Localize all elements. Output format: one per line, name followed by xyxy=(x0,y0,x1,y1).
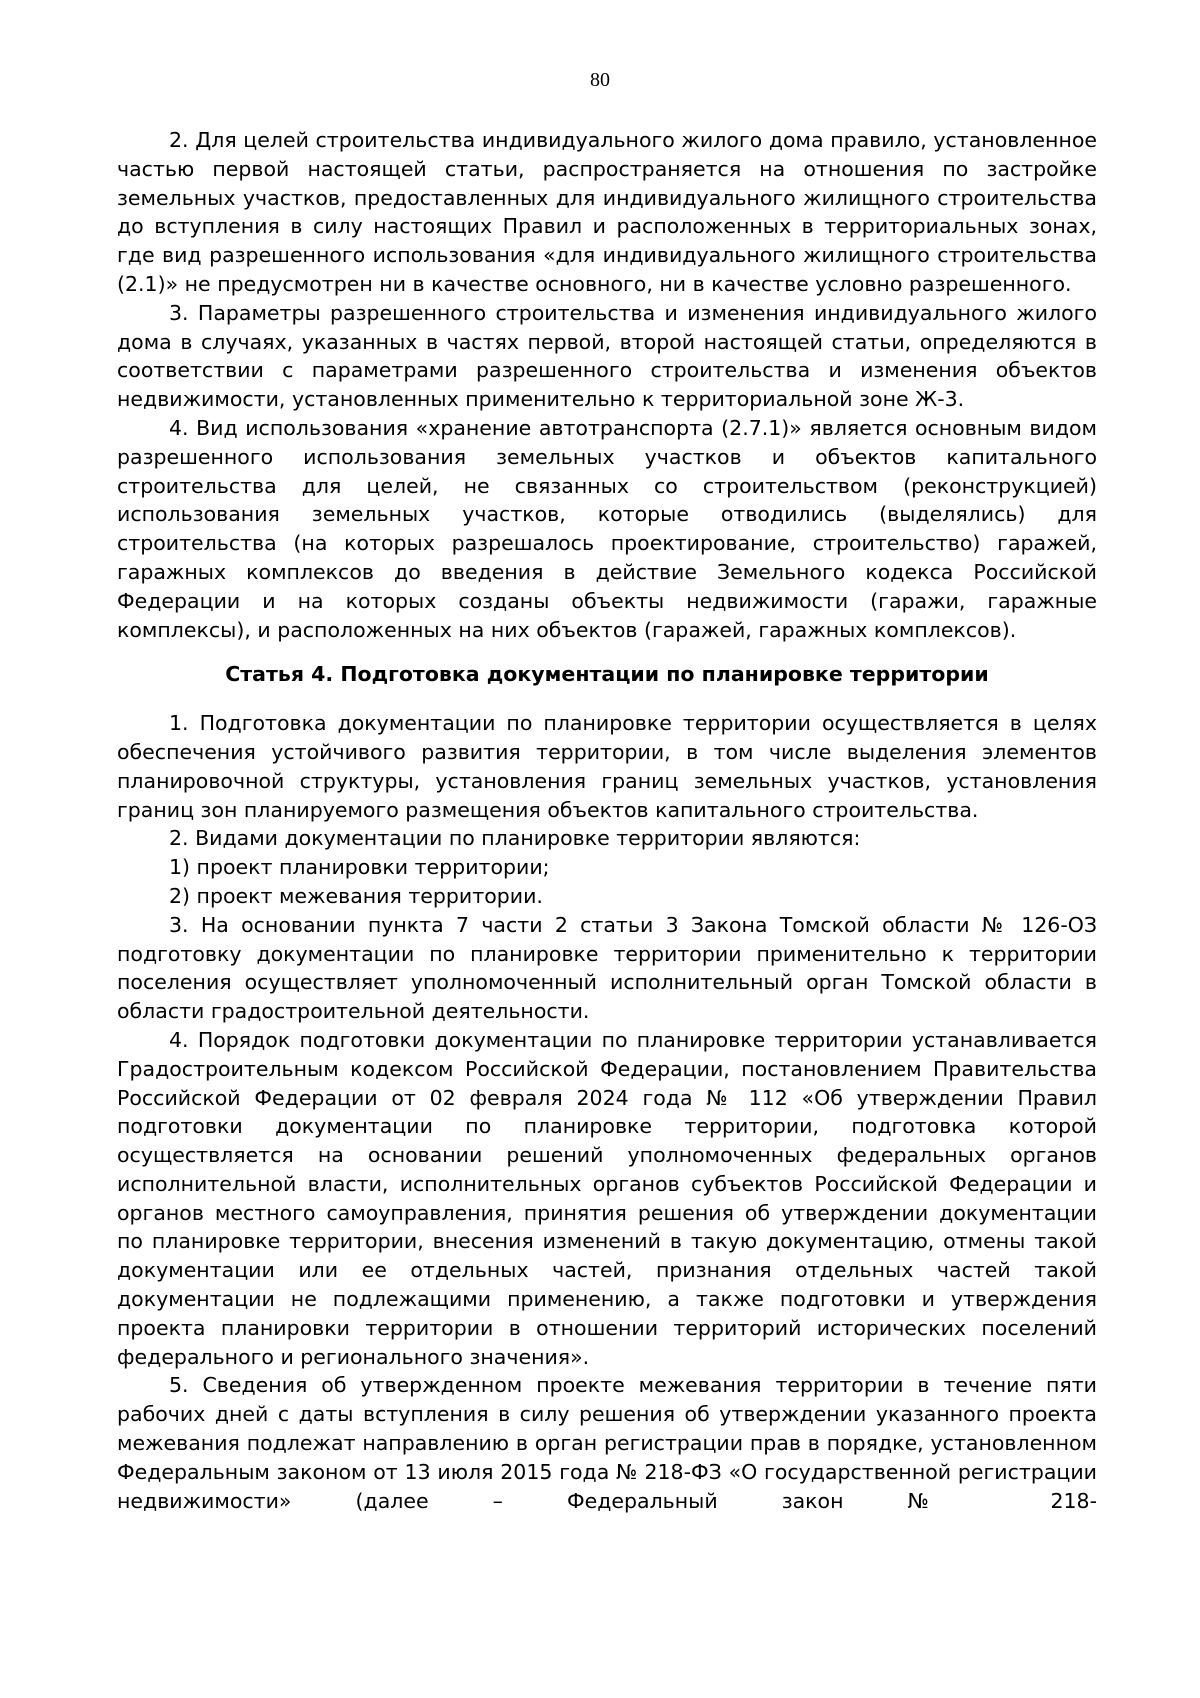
page-number: 80 xyxy=(590,69,610,91)
document-body xyxy=(117,126,1097,1515)
paragraph-4-vehicle-storage: 4. Вид использования «хранение автотранспорта (2.7.1)» является основным видом разрешенного использования земельных участков и объектов капитального строительства для целей, не связанных со строительством (реконструкцией) использования земельных участков, которые отводились (выделялись) для строительства (на которых разрешалось проектирование, строительство) гаражей, гаражных комплексов до введения в действие Земельного кодекса Российской Федерации и на которых созданы объекты недвижимости (гаражи, гаражные комплексы), и расположенных на них объектов (гаражей, гаражных комплексов). xyxy=(117,415,1097,642)
paragraph-2-individual-housing: 2. Для целей строительства индивидуального жилого дома правило, установленное частью первой настоящей статьи, распространяется на отношения по застройке земельных участков, предоставленных для индивидуального жилищного строительства до вступления в силу настоящих Правил и расположенных в территориальных зонах, где вид разрешенного использования «для индивидуального жилищного строительства (2.1)» не предусмотрен ни в качестве основного, ни в качестве условно разрешенного. xyxy=(117,128,1097,296)
article-4-list-item-2: 2) проект межевания территории. xyxy=(169,883,543,908)
article-4-paragraph-2: 2. Видами документации по планировке территории являются: xyxy=(169,826,861,851)
article-4-paragraph-4: 4. Порядок подготовки документации по планировке территории устанавливается Градостроительным кодексом Российской Федерации, постановлением Правительства Российской Федерации от 02 февраля 2024 года № 112 «Об утверждении Правил подготовки документации по планировке территории, подготовка которой осуществляется на основании решений уполномоченных федеральных органов исполнительной власти, исполнительных органов субъектов Российской Федерации и органов местного самоуправления, принятия решения об утверждении документации по планировке территории, внесения изменений в такую документацию, отмены такой документации или ее отдельных частей, признания отдельных частей такой документации не подлежащими применению, а также подготовки и утверждения проекта планировки территории в отношении территорий исторических поселений федерального и регионального значения». xyxy=(117,1027,1097,1369)
article-4-paragraph-3: 3. На основании пункта 7 части 2 статьи 3 Закона Томской области № 126-ОЗ подготовку документации по планировке территории применительно к территории поселения осуществляет уполномоченный исполнительный орган Томской области в области градостроительной деятельности. xyxy=(117,912,1097,1024)
article-4-paragraph-5: 5. Сведения об утвержденном проекте межевания территории в течение пяти рабочих дней с даты вступления в силу решения об утверждении указанного проекта межевания подлежат направлению в орган регистрации прав в порядке, установленном Федеральным законом от 13 июля 2015 года № 218-ФЗ «О государственной регистрации недвижимости» (далее – Федеральный закон № 218- xyxy=(117,1373,1097,1513)
paragraph-3-construction-parameters: 3. Параметры разрешенного строительства и изменения индивидуального жилого дома в случаях, указанных в частях первой, второй настоящей статьи, определяются в соответствии с параметрами разрешенного строительства и изменения объектов недвижимости, установленных применительно к территориальной зоне Ж-3. xyxy=(117,300,1097,412)
article-4-list-item-1: 1) проект планировки территории; xyxy=(169,855,550,880)
article-4-paragraph-1: 1. Подготовка документации по планировке территории осуществляется в целях обеспечения устойчивого развития территории, в том числе выделения элементов планировочной структуры, установления границ земельных участков, установления границ зон планируемого размещения объектов капитального строительства. xyxy=(117,711,1097,822)
article-4-heading: Статья 4. Подготовка документации по планировке территории xyxy=(225,662,989,687)
